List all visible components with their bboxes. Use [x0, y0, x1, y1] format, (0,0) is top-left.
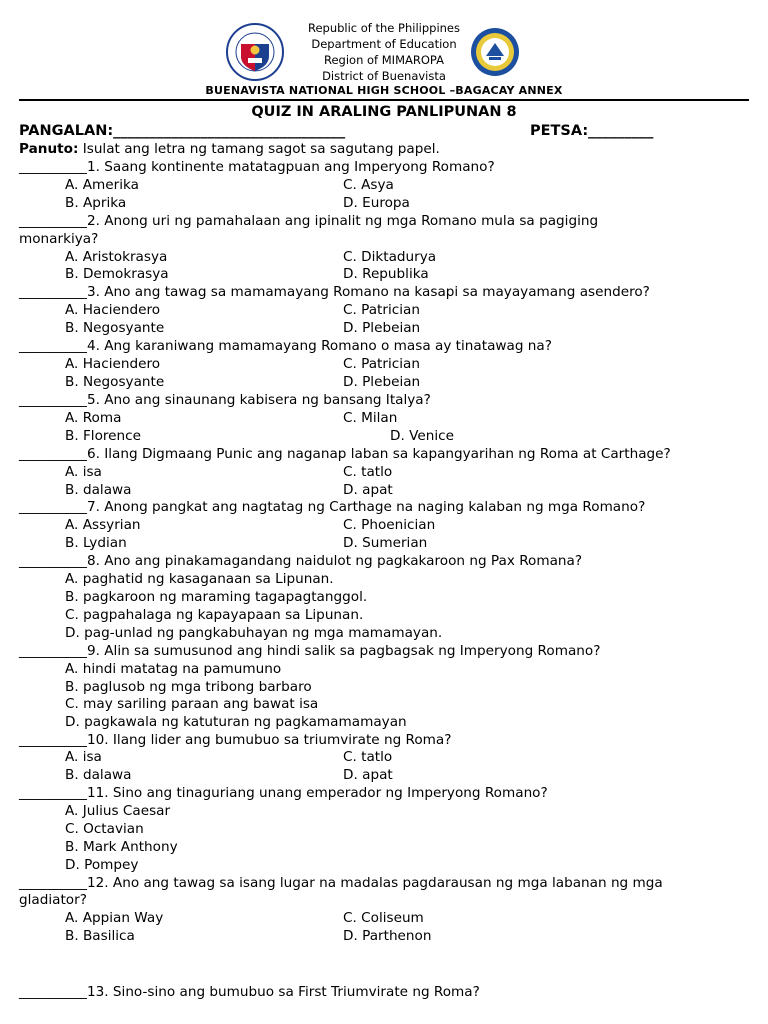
quiz-title: QUIZ IN ARALING PANLIPUNAN 8 [251, 104, 517, 120]
choice: A. Aristokrasya [65, 249, 168, 265]
choice: B. Aprika [65, 195, 127, 211]
district-line: District of Buenavista [322, 69, 446, 83]
choice: D. pagkawala ng katuturan ng pagkamamamayan [65, 714, 407, 730]
choice: D. Sumerian [343, 535, 428, 551]
choice: A. Haciendero [65, 302, 161, 318]
instructions-text: Isulat ang letra ng tamang sagot sa sagutang papel. [78, 141, 440, 157]
choice: C. Milan [343, 410, 398, 426]
school-name: BUENAVISTA NATIONAL HIGH SCHOOL –BAGACAY ANNEX [205, 84, 563, 97]
choice: B. paglusob ng mga tribong barbaro [65, 679, 312, 695]
header-divider [19, 99, 749, 101]
choice: D. pag-unlad ng pangkabuhayan ng mga mamamayan. [65, 625, 443, 641]
choice: A. Appian Way [65, 910, 164, 926]
choice: A. Haciendero [65, 356, 161, 372]
choice: B. Negosyante [65, 320, 165, 336]
choice: D. Plebeian [343, 374, 421, 390]
choice: A. Assyrian [65, 517, 141, 533]
choice: C. may sariling paraan ang bawat isa [65, 696, 319, 712]
choice: C. Patrician [343, 356, 420, 372]
question-4: __________4. Ang karaniwang mamamayang Romano o masa ay tinatawag na? [19, 338, 552, 354]
date-field[interactable]: PETSA:_________ [530, 123, 654, 139]
choice: D. Parthenon [343, 928, 432, 944]
question-6: __________6. Ilang Digmaang Punic ang naganap laban sa kapangyarihan ng Roma at Carthage? [19, 446, 671, 462]
choice: B. dalawa [65, 767, 132, 783]
choice: D. Venice [390, 428, 454, 444]
question-3: __________3. Ano ang tawag sa mamamayang Romano na kasapi sa mayayamang asendero? [19, 284, 650, 300]
choice: D. Republika [343, 266, 429, 282]
question-5: __________5. Ano ang sinaunang kabisera ng bansang Italya? [19, 392, 431, 408]
question-12: __________12. Ano ang tawag sa isang lugar na madalas pagdarausan ng mga labanan ng mga [19, 875, 663, 891]
name-field[interactable]: PANGALAN:________________________________ [19, 123, 346, 139]
choice: D. apat [343, 767, 393, 783]
choice: B. Lydian [65, 535, 127, 551]
choice: C. Diktadurya [343, 249, 437, 265]
choice: A. Amerika [65, 177, 139, 193]
choice: D. apat [343, 482, 393, 498]
choice: C. tatlo [343, 464, 393, 480]
choice: C. Patrician [343, 302, 420, 318]
choice: A. Julius Caesar [65, 803, 171, 819]
question-12-continued: gladiator? [19, 892, 87, 908]
choice: A. paghatid ng kasaganaan sa Lipunan. [65, 571, 334, 587]
choice: B. Basilica [65, 928, 135, 944]
question-11: __________11. Sino ang tinaguriang unang emperador ng Imperyong Romano? [19, 785, 548, 801]
choice: B. Demokrasya [65, 266, 169, 282]
choice: D. Plebeian [343, 320, 421, 336]
choice: B. dalawa [65, 482, 132, 498]
name-date-row [19, 122, 659, 140]
question-2: __________2. Anong uri ng pamahalaan ang ipinalit ng mga Romano mula sa pagiging [19, 213, 599, 229]
republic-line: Republic of the Philippines [307, 21, 461, 35]
choice: A. Roma [65, 410, 122, 426]
instructions-label: Panuto: [19, 141, 79, 157]
department-line: Department of Education [311, 37, 457, 51]
question-10: __________10. Ilang lider ang bumubuo sa triumvirate ng Roma? [19, 732, 452, 748]
choice: C. Octavian [65, 821, 144, 837]
question-1: __________1. Saang kontinente matatagpuan ang Imperyong Romano? [19, 159, 495, 175]
choice: B. Mark Anthony [65, 839, 178, 855]
question-8: __________8. Ano ang pinakamagandang naidulot ng pagkakaroon ng Pax Romana? [19, 553, 583, 569]
choice: A. isa [65, 464, 102, 480]
question-7: __________7. Anong pangkat ang nagtatag ng Carthage na naging kalaban ng mga Romano? [19, 499, 646, 515]
choice: C. tatlo [343, 749, 393, 765]
question-9: __________9. Alin sa sumusunod ang hindi salik sa pagbagsak ng Imperyong Romano? [19, 643, 601, 659]
question-2-continued: monarkiya? [19, 231, 99, 247]
question-13: __________13. Sino-sino ang bumubuo sa First Triumvirate ng Roma? [19, 984, 480, 1000]
choice: C. Phoenician [343, 517, 436, 533]
choice: D. Europa [343, 195, 410, 211]
choice: D. Pompey [65, 857, 139, 873]
letterhead [0, 18, 768, 98]
choice: A. isa [65, 749, 102, 765]
choice: A. hindi matatag na pamumuno [65, 661, 282, 677]
instructions [19, 140, 440, 158]
choice: C. pagpahalaga ng kapayapaan sa Lipunan. [65, 607, 364, 623]
choice: C. Asya [343, 177, 394, 193]
choice: B. Negosyante [65, 374, 165, 390]
region-line: Region of MIMAROPA [324, 53, 444, 67]
choice: B. pagkaroon ng maraming tagapagtanggol. [65, 589, 368, 605]
choice: B. Florence [65, 428, 141, 444]
choice: C. Coliseum [343, 910, 424, 926]
